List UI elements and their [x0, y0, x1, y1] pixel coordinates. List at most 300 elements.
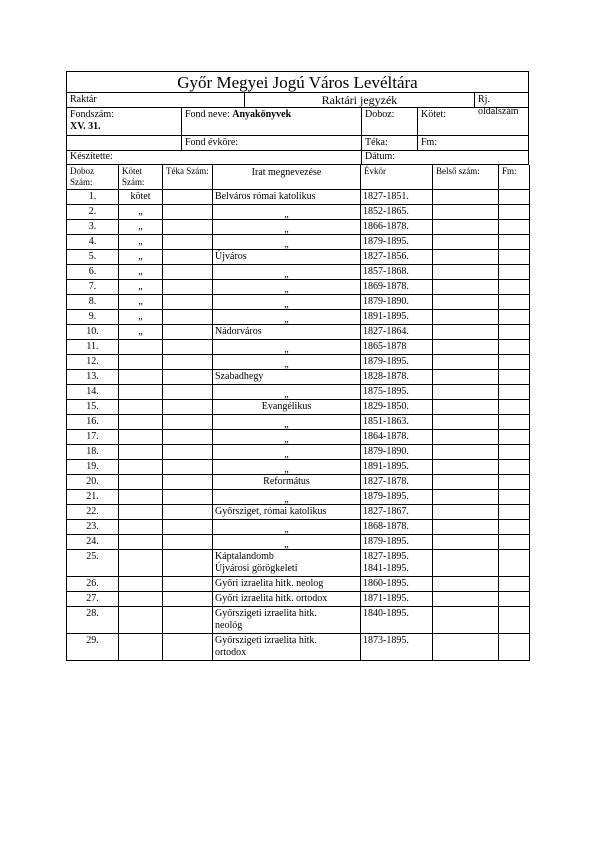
doboz-cell: 17. [67, 430, 119, 445]
evkor-line: 1891-1895. [363, 311, 409, 322]
col-belso-szam: Belső szám: [433, 165, 499, 190]
teka-cell [163, 415, 213, 430]
irat-line: „ [284, 299, 289, 310]
teka-cell [163, 607, 213, 634]
evkor-line: 1879-1890. [363, 296, 409, 307]
belso-szam-cell [433, 430, 499, 445]
irat-line: „ [284, 464, 289, 475]
irat-cell [213, 415, 361, 430]
kotet-cell [119, 490, 163, 505]
doboz-cell: 14. [67, 385, 119, 400]
register-table [66, 165, 530, 661]
header-row-4 [66, 151, 529, 165]
evkor-cell [361, 634, 433, 661]
table-row [67, 220, 530, 235]
table-row [67, 310, 530, 325]
fm-cell [499, 577, 530, 592]
teka-cell [163, 340, 213, 355]
evkor-cell [361, 385, 433, 400]
teka-cell [163, 634, 213, 661]
table-row [67, 607, 530, 634]
kotet-cell [119, 340, 163, 355]
doboz-cell: 7. [67, 280, 119, 295]
irat-line: „ [284, 314, 289, 325]
belso-szam-cell [433, 505, 499, 520]
evkor-cell [361, 325, 433, 340]
datum-label: Dátum: [361, 151, 528, 164]
fm-cell [499, 190, 530, 205]
table-row [67, 400, 530, 415]
evkor-line: 1827-1851. [363, 191, 409, 202]
irat-cell [213, 295, 361, 310]
belso-szam-cell [433, 445, 499, 460]
irat-line: „ [284, 419, 289, 430]
irat-line: „ [284, 389, 289, 400]
fondszam-cell [67, 108, 181, 135]
header-row-3 [66, 136, 529, 151]
evkor-cell [361, 310, 433, 325]
table-row [67, 577, 530, 592]
evkor-line: 1873-1895. [363, 635, 409, 646]
doboz-cell: 22. [67, 505, 119, 520]
evkor-cell [361, 220, 433, 235]
doboz-cell: 3. [67, 220, 119, 235]
col-fm: Fm: [499, 165, 530, 190]
teka-cell [163, 505, 213, 520]
doboz-cell: 10. [67, 325, 119, 340]
irat-line: „ [284, 494, 289, 505]
kotet-cell [119, 550, 163, 577]
table-row [67, 550, 530, 577]
belso-szam-cell [433, 577, 499, 592]
irat-cell [213, 490, 361, 505]
belso-szam-cell [433, 370, 499, 385]
irat-cell [213, 445, 361, 460]
evkor-cell [361, 355, 433, 370]
irat-cell [213, 607, 361, 634]
fm-cell [499, 265, 530, 280]
doboz-cell: 11. [67, 340, 119, 355]
rj-oldalszam-label: Rj. oldalszám [474, 93, 528, 107]
evkor-line: 1891-1895. [363, 461, 409, 472]
fm-cell [499, 535, 530, 550]
kotet-cell: „ [119, 265, 163, 280]
evkor-cell [361, 430, 433, 445]
table-row [67, 475, 530, 490]
belso-szam-cell [433, 460, 499, 475]
table-row [67, 295, 530, 310]
irat-cell [213, 475, 361, 490]
fond-neve-label: Fond neve: [185, 109, 230, 120]
teka-label: Téka: [361, 136, 417, 150]
evkor-line: 1852-1865. [363, 206, 409, 217]
kotet-cell: „ [119, 280, 163, 295]
irat-cell [213, 355, 361, 370]
doboz-cell: 28. [67, 607, 119, 634]
evkor-line: 1865-1878 [363, 341, 407, 352]
doboz-cell: 1. [67, 190, 119, 205]
belso-szam-cell [433, 400, 499, 415]
fm-cell [499, 220, 530, 235]
irat-cell [213, 592, 361, 607]
belso-szam-cell [433, 205, 499, 220]
fm-label: Fm: [417, 136, 528, 150]
evkor-line: 1860-1895. [363, 578, 409, 589]
doboz-cell: 20. [67, 475, 119, 490]
fm-cell [499, 400, 530, 415]
col-irat-megnevezese: Irat megnevezése [213, 165, 361, 190]
col-kotet-szam: Kötet Szám: [119, 165, 163, 190]
belso-szam-cell [433, 490, 499, 505]
belso-szam-cell [433, 385, 499, 400]
teka-cell [163, 460, 213, 475]
table-row [67, 265, 530, 280]
irat-cell [213, 385, 361, 400]
irat-cell [213, 460, 361, 475]
belso-szam-cell [433, 607, 499, 634]
kotet-cell [119, 460, 163, 475]
evkor-line: 1827-1856. [363, 251, 409, 262]
teka-cell [163, 355, 213, 370]
doboz-cell: 24. [67, 535, 119, 550]
kotet-cell: „ [119, 220, 163, 235]
evkor-line: 1827-1895. [363, 551, 409, 562]
kotet-label: Kötet: [417, 108, 528, 135]
teka-cell [163, 295, 213, 310]
teka-cell [163, 550, 213, 577]
kotet-cell: „ [119, 310, 163, 325]
fm-cell [499, 490, 530, 505]
irat-cell [213, 577, 361, 592]
kotet-cell [119, 415, 163, 430]
irat-cell [213, 205, 361, 220]
irat-line: Szabadhegy [215, 371, 264, 382]
kotet-cell [119, 607, 163, 634]
fm-cell [499, 550, 530, 577]
table-row [67, 445, 530, 460]
irat-cell [213, 325, 361, 340]
belso-szam-cell [433, 520, 499, 535]
fm-cell [499, 205, 530, 220]
table-row [67, 325, 530, 340]
doboz-cell: 23. [67, 520, 119, 535]
irat-cell [213, 220, 361, 235]
table-row [67, 340, 530, 355]
irat-line: „ [284, 239, 289, 250]
teka-cell [163, 265, 213, 280]
irat-line-2: Újvárosi görögkeleti [215, 563, 298, 574]
irat-line: „ [284, 344, 289, 355]
teka-cell [163, 325, 213, 340]
doboz-cell: 21. [67, 490, 119, 505]
raktar-label: Raktár [70, 94, 97, 105]
irat-cell [213, 370, 361, 385]
irat-cell [213, 400, 361, 415]
doboz-label: Doboz: [361, 108, 417, 135]
irat-line: Győrszigeti izraelita hitk. [215, 608, 317, 619]
evkor-cell [361, 505, 433, 520]
belso-szam-cell [433, 475, 499, 490]
evkor-line: 1879-1890. [363, 446, 409, 457]
table-row [67, 355, 530, 370]
irat-line: Református [263, 476, 310, 487]
irat-line: „ [284, 524, 289, 535]
evkor-line: 1864-1878. [363, 431, 409, 442]
irat-line: Káptalandomb [215, 551, 274, 562]
fm-cell [499, 370, 530, 385]
irat-line: „ [284, 209, 289, 220]
teka-cell [163, 385, 213, 400]
fm-cell [499, 280, 530, 295]
teka-cell [163, 235, 213, 250]
evkor-line: 1869-1878. [363, 281, 409, 292]
evkor-line: 1827-1878. [363, 476, 409, 487]
fm-cell [499, 505, 530, 520]
fm-cell [499, 592, 530, 607]
fm-cell [499, 430, 530, 445]
fm-cell [499, 250, 530, 265]
evkor-line-2: 1841-1895. [363, 563, 409, 574]
evkor-line: 1829-1850. [363, 401, 409, 412]
irat-line: Nádorváros [215, 326, 262, 337]
evkor-cell [361, 295, 433, 310]
kotet-cell [119, 505, 163, 520]
fm-cell [499, 340, 530, 355]
evkor-cell [361, 445, 433, 460]
irat-line-2: ortodox [215, 647, 247, 658]
doboz-cell: 29. [67, 634, 119, 661]
belso-szam-cell [433, 295, 499, 310]
evkor-cell [361, 592, 433, 607]
belso-szam-cell [433, 220, 499, 235]
kotet-cell [119, 370, 163, 385]
doboz-cell: 19. [67, 460, 119, 475]
evkor-cell [361, 280, 433, 295]
table-row [67, 535, 530, 550]
irat-cell [213, 235, 361, 250]
fond-neve-cell [181, 108, 361, 135]
evkor-line: 1879-1895. [363, 491, 409, 502]
archive-title: Győr Megyei Jogú Város Levéltára [177, 73, 418, 92]
kotet-cell [119, 520, 163, 535]
evkor-cell [361, 340, 433, 355]
fm-cell [499, 634, 530, 661]
irat-line: Belváros római katolikus [215, 191, 316, 202]
irat-cell [213, 250, 361, 265]
evkor-line: 1879-1895. [363, 356, 409, 367]
belso-szam-cell [433, 535, 499, 550]
evkor-cell [361, 460, 433, 475]
belso-szam-cell [433, 265, 499, 280]
doboz-cell: 6. [67, 265, 119, 280]
doboz-cell: 15. [67, 400, 119, 415]
belso-szam-cell [433, 280, 499, 295]
evkor-line: 1827-1867. [363, 506, 409, 517]
teka-cell [163, 577, 213, 592]
belso-szam-cell [433, 340, 499, 355]
irat-line: „ [284, 449, 289, 460]
doboz-cell: 16. [67, 415, 119, 430]
evkor-line: 1840-1895. [363, 608, 409, 619]
irat-cell [213, 265, 361, 280]
evkor-line: 1828-1878. [363, 371, 409, 382]
evkor-line: 1857-1868. [363, 266, 409, 277]
evkor-cell [361, 265, 433, 280]
fm-cell [499, 235, 530, 250]
kotet-cell [119, 430, 163, 445]
belso-szam-cell [433, 190, 499, 205]
table-row [67, 205, 530, 220]
fm-cell [499, 325, 530, 340]
doboz-cell: 12. [67, 355, 119, 370]
evkor-cell [361, 607, 433, 634]
fm-cell [499, 460, 530, 475]
belso-szam-cell [433, 592, 499, 607]
doboz-cell: 25. [67, 550, 119, 577]
irat-cell [213, 340, 361, 355]
table-row [67, 385, 530, 400]
irat-cell [213, 280, 361, 295]
table-row [67, 415, 530, 430]
kotet-cell [119, 577, 163, 592]
belso-szam-cell [433, 310, 499, 325]
irat-line: „ [284, 539, 289, 550]
col-doboz-szam: Doboz Szám: [67, 165, 119, 190]
fondszam-value: XV. 31. [70, 121, 101, 132]
kotet-cell: „ [119, 325, 163, 340]
doboz-cell: 18. [67, 445, 119, 460]
table-row [67, 190, 530, 205]
evkor-line: 1879-1895. [363, 236, 409, 247]
irat-cell [213, 430, 361, 445]
evkor-line: 1879-1895. [363, 536, 409, 547]
fm-cell [499, 415, 530, 430]
kotet-cell [119, 445, 163, 460]
doboz-cell: 2. [67, 205, 119, 220]
table-row [67, 250, 530, 265]
irat-line-2: neológ [215, 620, 243, 631]
irat-cell [213, 520, 361, 535]
kotet-cell: „ [119, 295, 163, 310]
belso-szam-cell [433, 325, 499, 340]
fm-cell [499, 385, 530, 400]
irat-line: Győrsziget, római katolikus [215, 506, 327, 517]
table-row [67, 235, 530, 250]
fm-cell [499, 355, 530, 370]
irat-line: Győri izraelita hitk. neolog [215, 578, 324, 589]
kotet-cell [119, 475, 163, 490]
irat-line: „ [284, 284, 289, 295]
teka-cell [163, 445, 213, 460]
doboz-cell: 5. [67, 250, 119, 265]
table-row [67, 280, 530, 295]
kotet-cell [119, 400, 163, 415]
evkor-cell [361, 370, 433, 385]
kotet-cell: „ [119, 250, 163, 265]
teka-cell [163, 535, 213, 550]
irat-line: Újváros [215, 251, 247, 262]
header-row-2 [66, 108, 529, 136]
evkor-cell [361, 520, 433, 535]
doboz-cell: 8. [67, 295, 119, 310]
kotet-cell: „ [119, 235, 163, 250]
evkor-cell [361, 190, 433, 205]
table-row [67, 460, 530, 475]
evkor-line: 1851-1863. [363, 416, 409, 427]
fond-evkore-label: Fond évköre: [181, 136, 361, 150]
teka-cell [163, 220, 213, 235]
table-row [67, 592, 530, 607]
fondszam-label: Fondszám: [70, 109, 114, 120]
kotet-cell [119, 355, 163, 370]
irat-cell [213, 550, 361, 577]
table-row [67, 490, 530, 505]
fm-cell [499, 607, 530, 634]
evkor-cell [361, 475, 433, 490]
teka-cell [163, 190, 213, 205]
doboz-cell: 27. [67, 592, 119, 607]
doboz-cell: 9. [67, 310, 119, 325]
belso-szam-cell [433, 550, 499, 577]
kotet-cell: „ [119, 205, 163, 220]
fm-cell [499, 520, 530, 535]
fond-neve-value: Anyakönyvek [232, 109, 292, 120]
irat-cell [213, 310, 361, 325]
teka-cell [163, 250, 213, 265]
col-evkor: Évkör [361, 165, 433, 190]
table-row [67, 520, 530, 535]
register-document [66, 71, 529, 661]
evkor-cell [361, 550, 433, 577]
doboz-cell: 26. [67, 577, 119, 592]
table-row [67, 370, 530, 385]
irat-cell [213, 535, 361, 550]
teka-cell [163, 490, 213, 505]
evkor-cell [361, 577, 433, 592]
keszitette-label: Készítette: [70, 151, 113, 162]
fm-cell [499, 475, 530, 490]
belso-szam-cell [433, 250, 499, 265]
table-row [67, 430, 530, 445]
irat-cell [213, 190, 361, 205]
title-row [66, 71, 529, 93]
irat-line: Győrszigeti izraelita hitk. [215, 635, 317, 646]
doboz-cell: 4. [67, 235, 119, 250]
evkor-cell [361, 235, 433, 250]
irat-cell [213, 634, 361, 661]
evkor-cell [361, 535, 433, 550]
doboz-cell: 13. [67, 370, 119, 385]
evkor-cell [361, 490, 433, 505]
evkor-cell [361, 250, 433, 265]
irat-cell [213, 505, 361, 520]
evkor-cell [361, 205, 433, 220]
belso-szam-cell [433, 235, 499, 250]
evkor-line: 1868-1878. [363, 521, 409, 532]
belso-szam-cell [433, 415, 499, 430]
table-row [67, 505, 530, 520]
fm-cell [499, 310, 530, 325]
kotet-cell [119, 535, 163, 550]
teka-cell [163, 370, 213, 385]
kotet-cell [119, 592, 163, 607]
kotet-cell [119, 634, 163, 661]
teka-cell [163, 430, 213, 445]
evkor-line: 1827-1864. [363, 326, 409, 337]
teka-cell [163, 400, 213, 415]
evkor-line: 1866-1878. [363, 221, 409, 232]
irat-line: „ [284, 359, 289, 370]
